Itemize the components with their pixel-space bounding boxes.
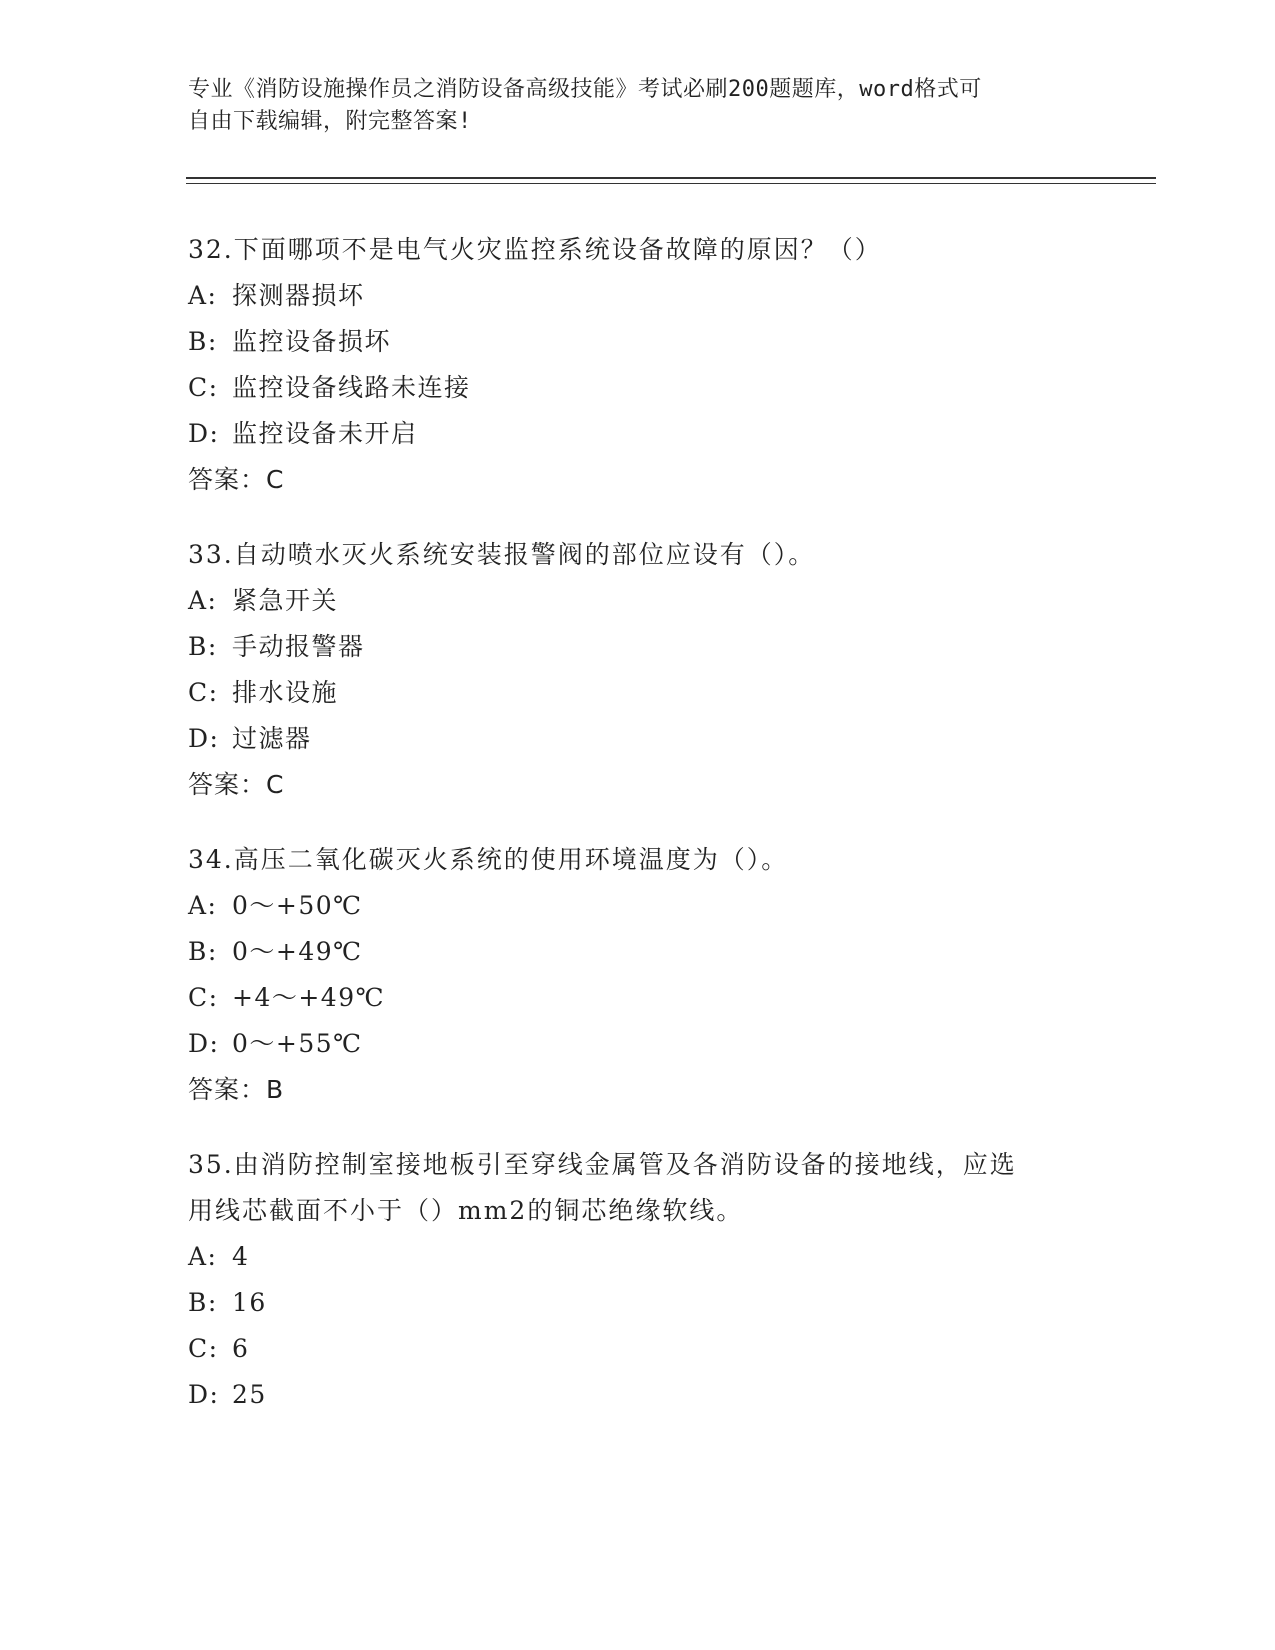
option-letter: B: [188,1288,218,1317]
option-c [188,1326,1148,1372]
header-divider-thin [186,183,1156,184]
option-text: 6 [232,1334,250,1363]
option-text: 探测器损坏 [232,281,365,310]
option-text: 0～+50℃ [232,891,363,920]
option-c [188,670,1148,716]
option-text: 监控设备未开启 [232,419,418,448]
option-text: 0～+49℃ [232,937,363,966]
question-32 [188,227,1148,503]
option-text: 监控设备线路未连接 [232,373,471,402]
option-a [188,273,1148,319]
option-letter: D: [188,724,220,753]
option-b [188,319,1148,365]
option-letter: B: [188,632,218,661]
option-text: 16 [232,1288,267,1317]
question-stem-line-2: 用线芯截面不小于（）mm2的铜芯绝缘软线。 [188,1196,744,1225]
option-b [188,624,1148,670]
option-letter: C: [188,373,219,402]
answer-key: 答案：C [188,465,285,494]
document-header [188,74,1088,138]
option-text: 排水设施 [232,678,339,707]
option-text: 紧急开关 [232,586,339,615]
option-letter: C: [188,983,219,1012]
header-divider-thick [186,177,1156,179]
option-c [188,365,1148,411]
option-letter: D: [188,1380,220,1409]
question-stem: 33.自动喷水灭火系统安装报警阀的部位应设有（）。 [188,540,816,569]
option-letter: A: [188,1242,218,1271]
option-a [188,578,1148,624]
option-letter: D: [188,1029,220,1058]
option-text: 0～+55℃ [232,1029,363,1058]
option-letter: A: [188,586,218,615]
option-letter: D: [188,419,220,448]
option-letter: C: [188,1334,219,1363]
option-text: 4 [232,1242,250,1271]
option-a [188,883,1148,929]
answer-key: 答案：B [188,1075,285,1104]
option-letter: B: [188,937,218,966]
option-b [188,929,1148,975]
option-text: 手动报警器 [232,632,365,661]
header-line-1: 专业《消防设施操作员之消防设备高级技能》考试必刷200题题库，word格式可 [188,77,982,102]
option-b [188,1280,1148,1326]
option-letter: B: [188,327,218,356]
option-text: 25 [232,1380,267,1409]
option-letter: C: [188,678,219,707]
answer-key: 答案：C [188,770,285,799]
header-line-2: 自由下载编辑，附完整答案! [188,109,472,134]
question-34 [188,837,1148,1113]
option-text: 监控设备损坏 [232,327,392,356]
option-d [188,411,1148,457]
question-35 [188,1142,1148,1418]
option-c [188,975,1148,1021]
option-d [188,1021,1148,1067]
option-letter: A: [188,891,218,920]
question-stem: 34.高压二氧化碳灭火系统的使用环境温度为（）。 [188,845,789,874]
option-text: +4～+49℃ [232,983,386,1012]
question-stem-line-1: 35.由消防控制室接地板引至穿线金属管及各消防设备的接地线，应选 [188,1150,1017,1179]
question-stem: 32.下面哪项不是电气火灾监控系统设备故障的原因？（） [188,235,882,264]
option-d [188,716,1148,762]
question-33 [188,532,1148,808]
option-letter: A: [188,281,218,310]
option-text: 过滤器 [232,724,312,753]
option-d [188,1372,1148,1418]
option-a [188,1234,1148,1280]
